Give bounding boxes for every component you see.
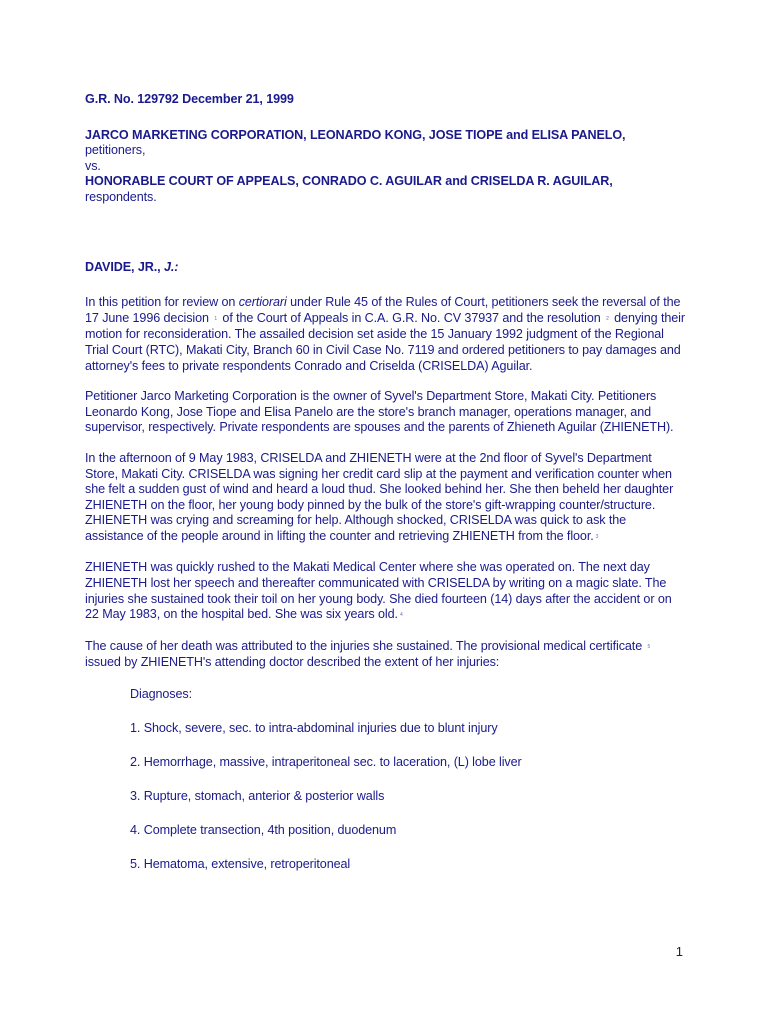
- versus-label: vs.: [85, 158, 101, 173]
- footnote-4-link[interactable]: 4: [399, 612, 403, 619]
- petitioners-block: [85, 128, 685, 159]
- diagnosis-item: 5. Hematoma, extensive, retroperitoneal: [130, 857, 351, 872]
- respondents-label: respondents.: [85, 189, 157, 204]
- document-body: [85, 92, 685, 890]
- footnote-1-link[interactable]: 1: [214, 315, 218, 322]
- paragraph-1-text-a: In this petition for review on: [85, 295, 239, 310]
- page-number: 1: [675, 944, 683, 959]
- respondents-names: HONORABLE COURT OF APPEALS, CONRADO C. AGUILAR and CRISELDA R. AGUILAR,: [85, 174, 613, 189]
- paragraph-4: [85, 560, 685, 623]
- paragraph-3: [85, 451, 685, 546]
- petitioners-names: JARCO MARKETING CORPORATION, LEONARDO KONG, JOSE TIOPE and ELISA PANELO,: [85, 127, 626, 142]
- diagnosis-item: 3. Rupture, stomach, anterior & posterior walls: [130, 789, 385, 804]
- ponente-name: DAVIDE, JR.,: [85, 259, 164, 274]
- paragraph-5-text-b: issued by ZHIENETH's attending doctor described the extent of her injuries:: [85, 655, 500, 670]
- footnote-5-link[interactable]: 5: [647, 643, 651, 650]
- paragraph-2: Petitioner Jarco Marketing Corporation is the owner of Syvel's Department Store, Makati City. Petitioners Leonardo Kong, Jose Tiope and Elisa Panelo are the store's branch manager, operations manager, and supervisor, respectively. Private respondents are spouses and the parents of Zhieneth Aguilar (ZHIENETH).: [85, 389, 674, 435]
- ponente-j: J.:: [163, 259, 179, 274]
- diagnoses-label: Diagnoses:: [130, 687, 193, 702]
- diagnosis-item: 2. Hemorrhage, massive, intraperitoneal sec. to laceration, (L) lobe liver: [130, 755, 522, 770]
- paragraph-5: [85, 639, 685, 671]
- respondents-block: [85, 174, 685, 205]
- diagnosis-item: 1. Shock, severe, sec. to intra-abdominal injuries due to blunt injury: [130, 721, 498, 736]
- paragraph-1-text-c: of the Court of Appeals in C.A. G.R. No. CV 37937 and the resolution: [219, 310, 605, 325]
- certiorari-term: certiorari: [238, 295, 287, 310]
- paragraph-3-text: In the afternoon of 9 May 1983, CRISELDA and ZHIENETH were at the 2nd floor of Syvel's Department Store, Makati City. CRISELDA was signing her credit card slip at the payment and verification counter when she felt a sudden gust of wind and heard a loud thud. She looked behind her. She then beheld her daughter ZHIENETH on the floor, her young body pinned by the bulk of the store's gift-wrapping counter/structure. ZHIENETH was crying and screaming for help. Although shocked, CRISELDA was quick to ask the assistance of the people around in lifting the counter and retrieving ZHIENETH from the floor.: [85, 450, 674, 543]
- paragraph-1-text-b: under Rule 45 of the Rules of Court, petitioners seek the reversal of the 17 June 1996 decision: [85, 295, 681, 325]
- footnote-3-link[interactable]: 3: [595, 533, 599, 540]
- diagnoses-block: [85, 686, 685, 872]
- petitioners-label: petitioners,: [85, 143, 146, 158]
- paragraph-1-text-d: denying their motion for reconsideration. The assailed decision set aside the 15 January 1992 judgment of the Regional Trial Court (RTC), Makati City, Branch 60 in Civil Case No. 7119 and ordered petitioners to pay damages and attorney's fees to private respondents Conrado and Criselda (CRISELDA) Aguilar.: [85, 310, 685, 373]
- paragraph-1: [85, 295, 685, 374]
- paragraph-4-text: ZHIENETH was quickly rushed to the Makati Medical Center where she was operated on. The next day ZHIENETH lost her speech and thereafter communicated with CRISELDA by writing on a magic slate. The injuries she sustained took their toil on her young body. She died fourteen (14) days after the accident or on 22 May 1983, on the hospital bed. She was six years old.: [85, 560, 672, 622]
- case-number: G.R. No. 129792 December 21, 1999: [85, 92, 294, 106]
- diagnosis-item: 4. Complete transection, 4th position, duodenum: [130, 823, 397, 838]
- ponente-heading: [85, 260, 685, 276]
- paragraph-5-text-a: The cause of her death was attributed to the injuries she sustained. The provisional medical certificate: [85, 638, 646, 653]
- footnote-2-link[interactable]: 2: [606, 315, 609, 322]
